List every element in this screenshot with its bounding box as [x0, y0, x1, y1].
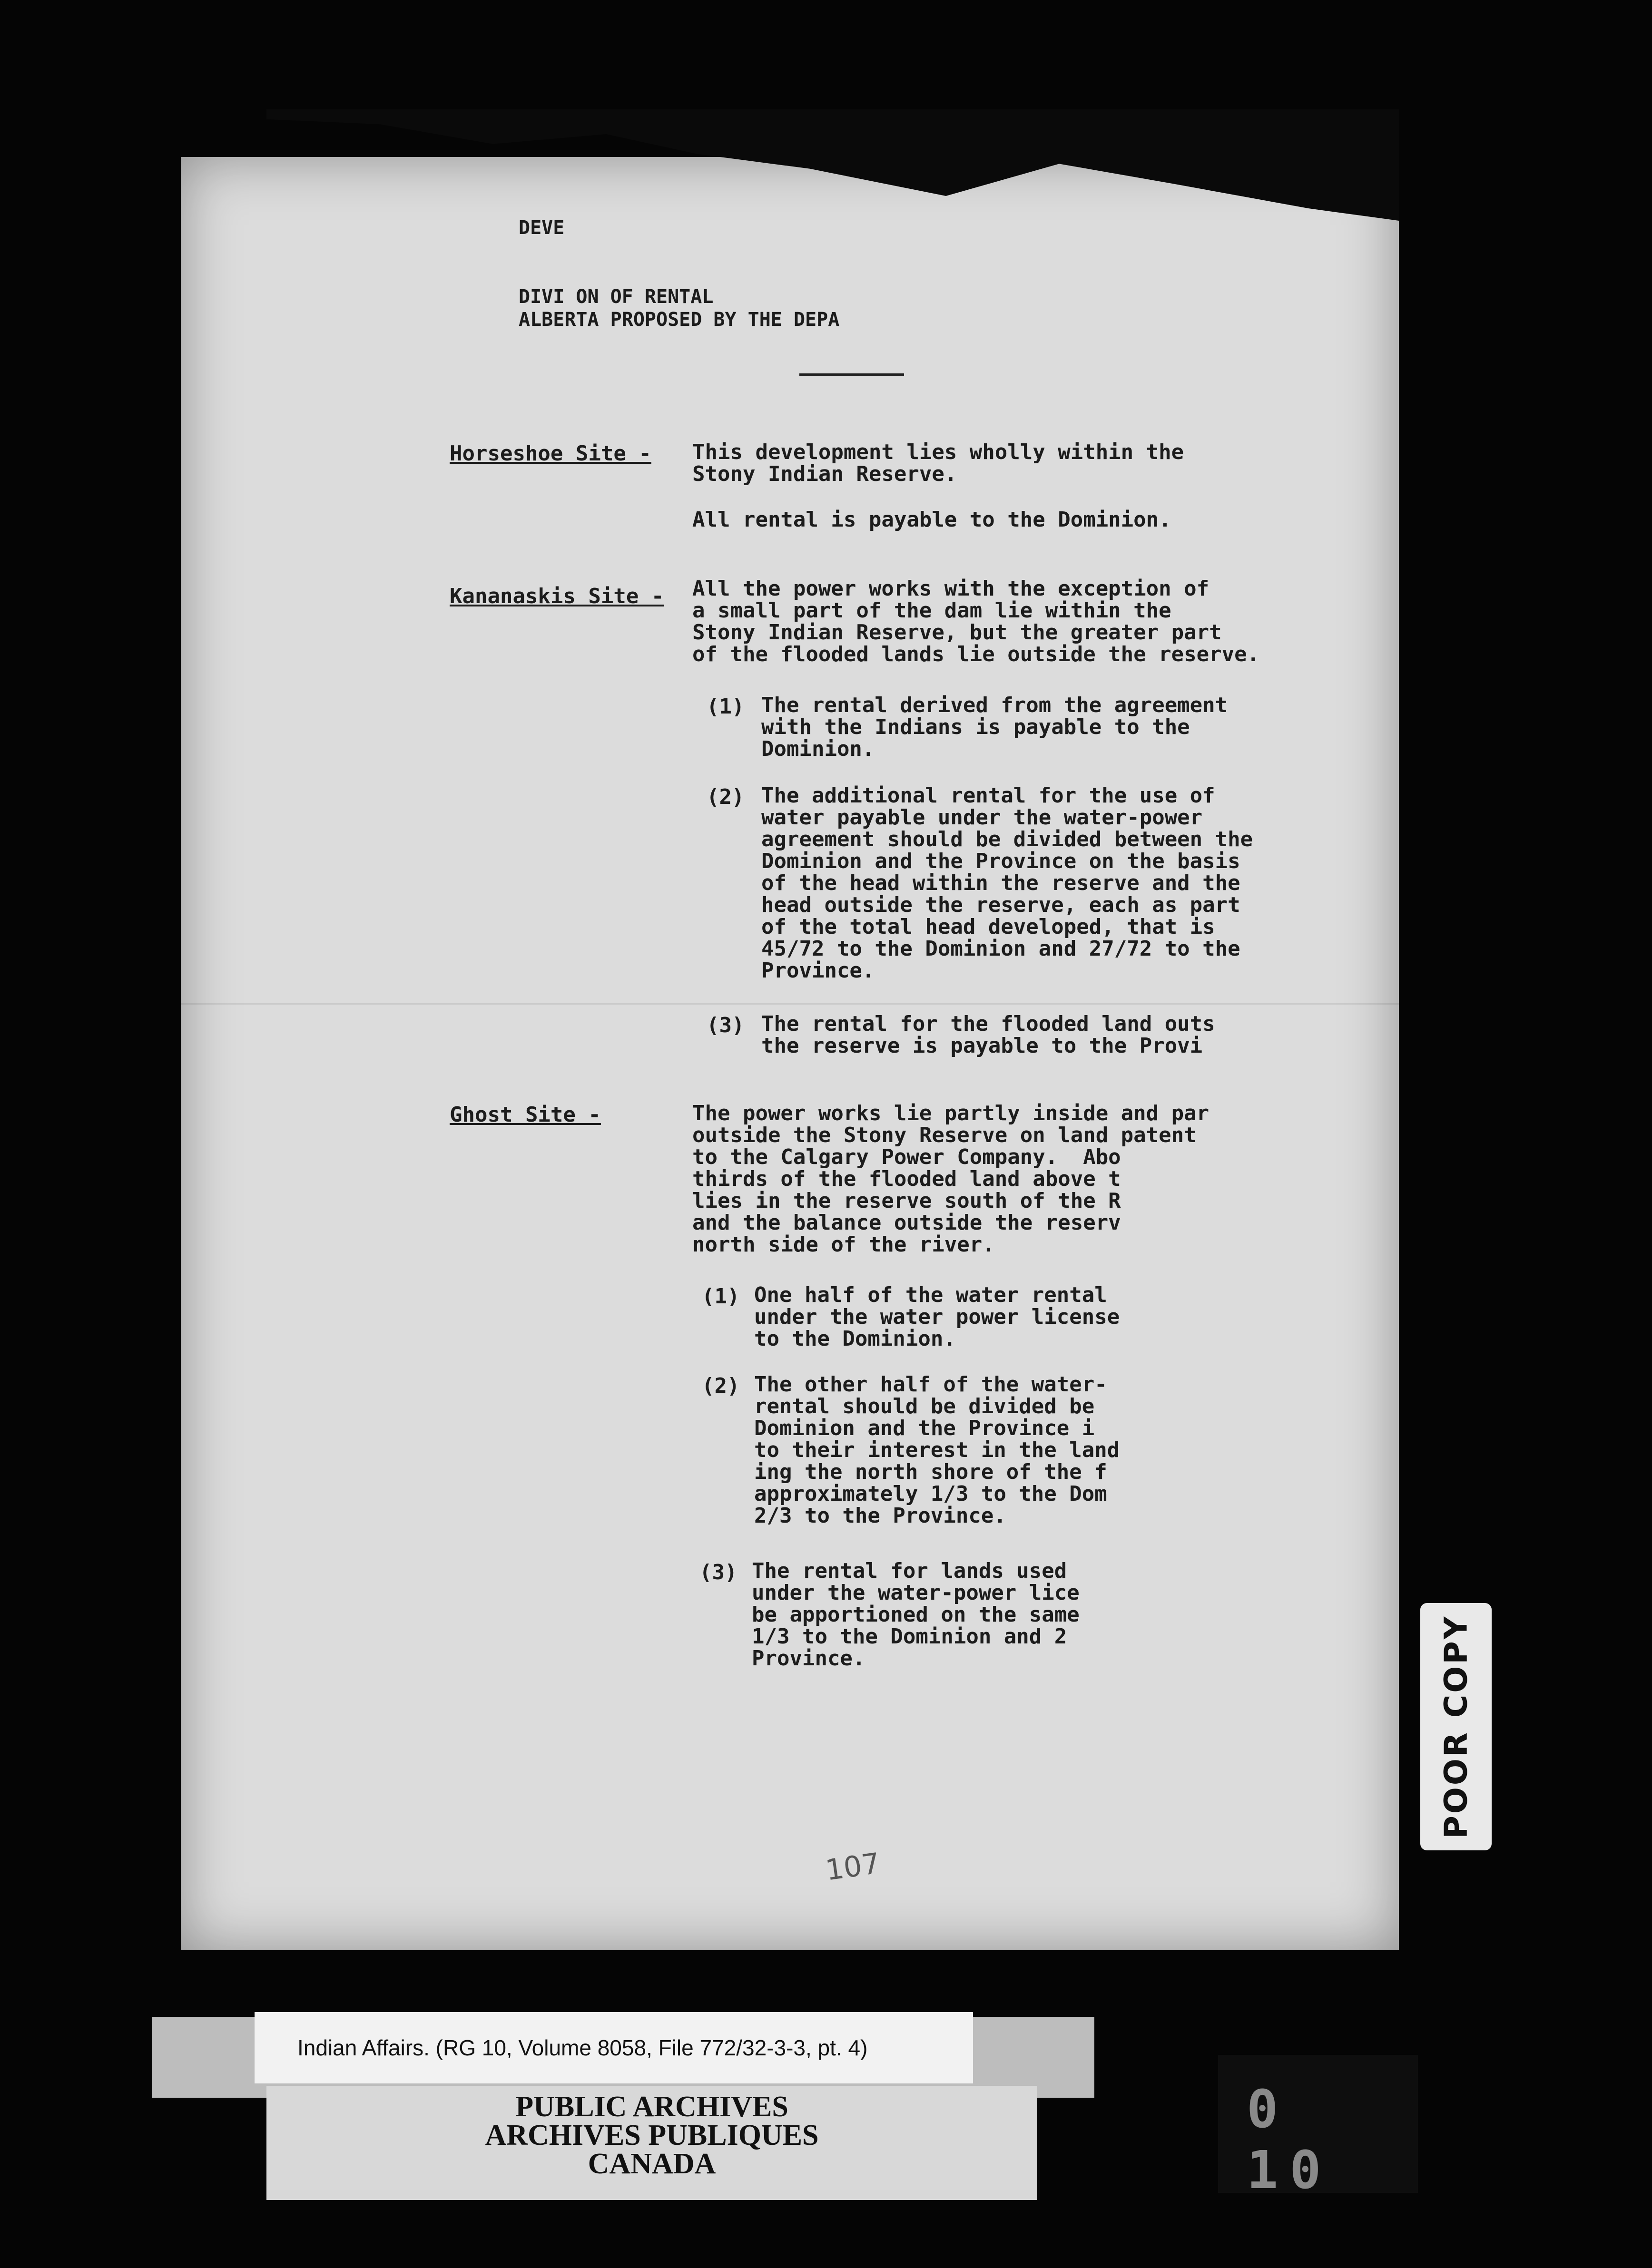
site-label-kananaskis: Kananaskis Site - — [450, 584, 664, 608]
ghost-item-3: The rental for lands used under the water-power lice be apportioned on the same 1/3 to the Dominion and 2 Province. — [752, 1559, 1080, 1671]
item-number: (2) — [702, 1374, 740, 1398]
item-number: (1) — [707, 694, 745, 719]
item-number: (1) — [702, 1284, 740, 1309]
archive-reference: Indian Affairs. (RG 10, Volume 8058, File 772/32-3-3, pt. 4) — [255, 2012, 973, 2083]
ghost-paragraph: The power works lie partly inside and par outside the Stony Reserve on land patent to the Calgary Power Company. Abo thirds of the flooded land above t lies in the reserve south of the R and the balance outside the reserv north side of the river. — [692, 1101, 1210, 1257]
pencil-page-number: 107 — [823, 1847, 882, 1887]
item-number: (3) — [699, 1560, 738, 1584]
horseshoe-paragraph-2: All rental is payable to the Dominion. — [692, 508, 1171, 532]
item-number: (2) — [707, 785, 745, 809]
heading-rule — [799, 373, 904, 376]
frame-number-counter: 0 10 — [1218, 2055, 1418, 2193]
page-fold — [181, 1003, 1399, 1005]
ghost-item-2: The other half of the water- rental should be divided be Dominion and the Province i to their interest in the land ing the north shore of the f approximately 1/3 to the Dom 2/3 to the Province. — [754, 1372, 1120, 1528]
site-label-ghost: Ghost Site - — [450, 1103, 601, 1127]
poor-copy-text: POOR COPY — [1437, 1614, 1475, 1839]
kananaskis-item-1: The rental derived from the agreement with the Indians is payable to the Dominion. — [761, 693, 1228, 761]
site-label-horseshoe: Horseshoe Site - — [450, 441, 651, 466]
kananaskis-paragraph: All the power works with the exception of a small part of the dam lie within the Stony Indian Reserve, but the greater part of the flooded lands lie outside the reserve. — [692, 577, 1260, 666]
kananaskis-item-3: The rental for the flooded land outs the reserve is payable to the Provi — [761, 1012, 1215, 1058]
document-heading-line-1: DEVE — [519, 217, 565, 239]
document-heading-line-3: ALBERTA PROPOSED BY THE DEPA — [519, 309, 840, 331]
kananaskis-item-2: The additional rental for the use of water payable under the water-power agreement should be divided between the Dominion and the Province on the basis of the head within the reserve and the head outside the reserve, each as part of the total head developed, that is 45/72 to the Dominion and 27/72 to the Province. — [761, 783, 1253, 983]
poor-copy-stamp — [1420, 1603, 1492, 1850]
ghost-item-1: One half of the water rental under the water power license to the Dominion. — [754, 1283, 1120, 1351]
archive-institution-label: PUBLIC ARCHIVES ARCHIVES PUBLIQUES CANADA — [266, 2086, 1037, 2200]
item-number: (3) — [707, 1013, 745, 1037]
horseshoe-paragraph-1: This development lies wholly within the Stony Indian Reserve. — [692, 440, 1184, 486]
document-heading-line-2: DIVI ON OF RENTAL — [519, 286, 714, 308]
